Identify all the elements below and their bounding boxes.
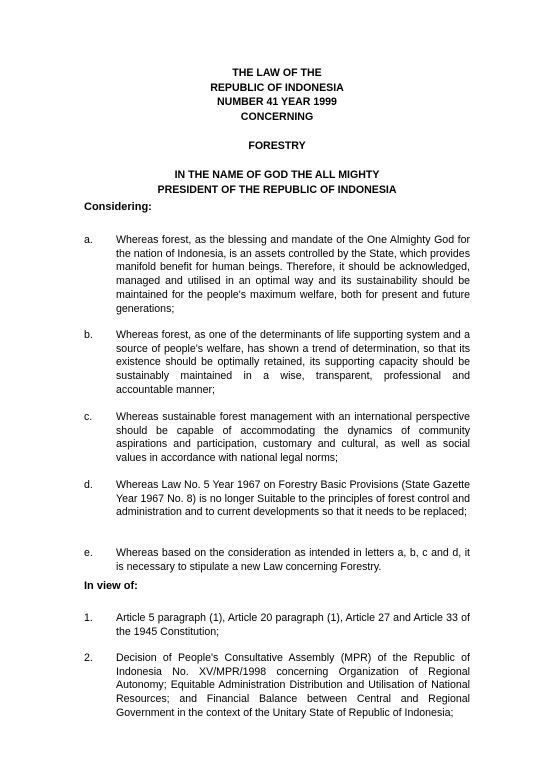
clause-marker: b. xyxy=(84,329,93,341)
title-line: REPUBLIC OF INDONESIA xyxy=(210,81,344,94)
in-view-of-item-2 xyxy=(84,652,470,721)
clause-marker: c. xyxy=(84,411,93,423)
clause-marker: d. xyxy=(84,479,93,491)
clause-text: Decision of People's Consultative Assembly (MPR) of the Republic of Indonesia No. XV/MPR/1998 concerning Organization of Regional Autonomy; Equitable Administration Distribution and Utilisation of National Resources; and Financial Balance between Central and Regional Government in the context of the Unitary State of Republic of Indonesia; xyxy=(116,652,470,719)
title-line: THE LAW OF THE xyxy=(232,67,322,79)
considering-clause-c xyxy=(84,411,470,466)
clause-text: Whereas sustainable forest management with an international perspective should be capable of accommodating the dynamics of community aspirations and participation, customary and cultural, as well as social values in accordance with national legal norms; xyxy=(116,411,470,465)
clause-marker: 2. xyxy=(84,652,93,664)
invocation-line: PRESIDENT OF THE REPUBLIC OF INDONESIA xyxy=(157,183,397,196)
clause-text: Whereas based on the consideration as intended in letters a, b, c and d, it is necessary to stipulate a new Law concerning Forestry. xyxy=(116,547,470,573)
document-title-block xyxy=(84,66,470,197)
considering-clause-b xyxy=(84,329,470,398)
title-line: CONCERNING xyxy=(240,110,314,123)
document-subject: FORESTRY xyxy=(248,139,306,152)
in-view-of-heading: In view of: xyxy=(84,580,138,592)
invocation-line: IN THE NAME OF GOD THE ALL MIGHTY xyxy=(174,169,380,182)
in-view-of-item-1 xyxy=(84,612,470,639)
clause-text: Whereas forest, as one of the determinants of life supporting system and a source of people's welfare, has shown a trend of determination, so that its existence should be optimally retained, its supporting capacity should be sustainably maintained in a wise, transparent, professional and accountable manner; xyxy=(116,329,470,396)
clause-text: Article 5 paragraph (1), Article 20 paragraph (1), Article 27 and Article 33 of the 1945 Constitution; xyxy=(116,612,470,638)
considering-clause-a xyxy=(84,234,470,316)
clause-marker: e. xyxy=(84,547,93,559)
clause-marker: 1. xyxy=(84,612,93,624)
clause-marker: a. xyxy=(84,234,93,246)
clause-text: Whereas forest, as the blessing and mandate of the One Almighty God for the nation of Indonesia, is an assets controlled by the State, which provides manifold benefit for human beings. Therefore, it should be acknowledged, managed and utilised in an optimal way and its sustainability should be maintained for the people's maximum welfare, both for present and future generations; xyxy=(116,234,470,315)
title-line: NUMBER 41 YEAR 1999 xyxy=(217,96,337,109)
considering-heading: Considering: xyxy=(84,201,152,213)
considering-clause-d xyxy=(84,479,470,520)
considering-clause-e xyxy=(84,547,470,574)
clause-text: Whereas Law No. 5 Year 1967 on Forestry Basic Provisions (State Gazette Year 1967 No. 8) is no longer Suitable to the principles of forest control and administration and to current developments so that it needs to be replaced; xyxy=(116,479,470,519)
